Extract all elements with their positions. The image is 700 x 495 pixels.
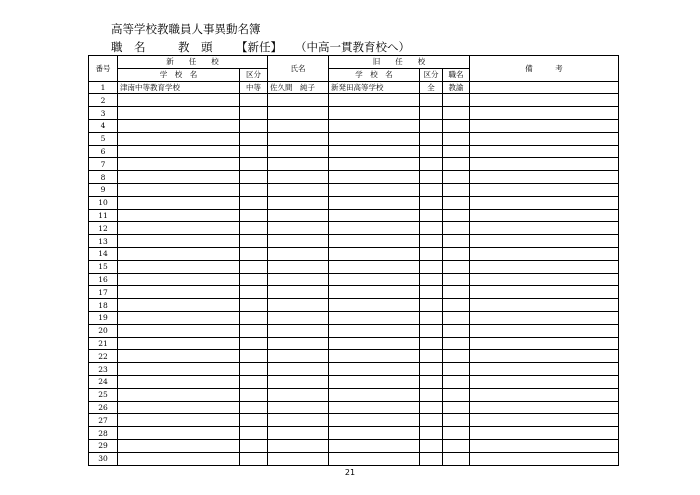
remarks-cell — [470, 260, 619, 273]
row-number: 16 — [89, 273, 118, 286]
row-number: 30 — [89, 452, 118, 465]
new-division-cell — [240, 439, 268, 452]
row-number: 5 — [89, 132, 118, 145]
old-position-cell — [443, 171, 470, 184]
new-division-cell — [240, 145, 268, 158]
table-row — [89, 260, 619, 273]
new-school-cell — [118, 119, 240, 132]
new-school-cell — [118, 286, 240, 299]
new-school-cell — [118, 427, 240, 440]
old-division-cell — [420, 260, 443, 273]
old-position-cell — [443, 235, 470, 248]
old-position-cell — [443, 439, 470, 452]
old-division-cell — [420, 119, 443, 132]
old-division-cell — [420, 299, 443, 312]
table-row — [89, 363, 619, 376]
old-school-cell — [329, 171, 420, 184]
new-school-cell — [118, 401, 240, 414]
new-division-cell — [240, 196, 268, 209]
new-division-cell — [240, 247, 268, 260]
old-school-cell — [329, 401, 420, 414]
remarks-cell — [470, 401, 619, 414]
old-school-cell — [329, 350, 420, 363]
new-division-cell — [240, 414, 268, 427]
document-title: 高等学校教職員人事異動名簿 — [111, 22, 261, 36]
row-number: 29 — [89, 439, 118, 452]
old-division-cell — [420, 375, 443, 388]
row-number: 27 — [89, 414, 118, 427]
old-position-cell — [443, 401, 470, 414]
row-number: 8 — [89, 171, 118, 184]
row-number: 17 — [89, 286, 118, 299]
personnel-table — [88, 55, 619, 466]
table-row — [89, 222, 619, 235]
old-school-cell — [329, 145, 420, 158]
old-position-cell — [443, 324, 470, 337]
name-cell — [268, 273, 329, 286]
old-school-cell — [329, 247, 420, 260]
name-cell — [268, 209, 329, 222]
table-row — [89, 273, 619, 286]
new-division-cell — [240, 350, 268, 363]
old-division-cell — [420, 363, 443, 376]
new-school-cell — [118, 452, 240, 465]
old-division-cell — [420, 427, 443, 440]
remarks-cell — [470, 183, 619, 196]
remarks-cell — [470, 209, 619, 222]
old-school-cell — [329, 158, 420, 171]
header-new-school-group: 新 任 校 — [118, 56, 268, 69]
new-school-cell — [118, 158, 240, 171]
remarks-cell — [470, 119, 619, 132]
new-division-cell — [240, 260, 268, 273]
name-cell — [268, 401, 329, 414]
table-row — [89, 235, 619, 248]
row-number: 10 — [89, 196, 118, 209]
name-cell — [268, 439, 329, 452]
old-school-cell — [329, 260, 420, 273]
old-school-cell — [329, 235, 420, 248]
new-school-cell — [118, 222, 240, 235]
old-position-cell — [443, 350, 470, 363]
row-number: 2 — [89, 94, 118, 107]
old-school-cell — [329, 132, 420, 145]
new-school-cell — [118, 363, 240, 376]
new-division-cell — [240, 375, 268, 388]
new-school-cell — [118, 183, 240, 196]
old-school-cell — [329, 439, 420, 452]
name-cell — [268, 324, 329, 337]
name-cell — [268, 158, 329, 171]
old-division-cell — [420, 324, 443, 337]
header-name: 氏名 — [268, 56, 329, 82]
name-cell — [268, 363, 329, 376]
table-row — [89, 324, 619, 337]
new-school-cell — [118, 107, 240, 120]
table-row — [89, 247, 619, 260]
table-row — [89, 145, 619, 158]
old-position-cell — [443, 119, 470, 132]
new-division-cell — [240, 222, 268, 235]
old-school-cell — [329, 183, 420, 196]
table-row — [89, 388, 619, 401]
new-division-cell — [240, 235, 268, 248]
remarks-cell — [470, 145, 619, 158]
new-school-cell — [118, 299, 240, 312]
old-division-cell — [420, 273, 443, 286]
row-number: 3 — [89, 107, 118, 120]
old-division-cell — [420, 247, 443, 260]
remarks-cell — [470, 222, 619, 235]
table-row — [89, 299, 619, 312]
old-position-cell — [443, 388, 470, 401]
remarks-cell — [470, 324, 619, 337]
row-number: 26 — [89, 401, 118, 414]
old-school-cell — [329, 414, 420, 427]
table-row — [89, 414, 619, 427]
row-number: 23 — [89, 363, 118, 376]
new-division-cell — [240, 311, 268, 324]
name-cell — [268, 375, 329, 388]
table-row — [89, 311, 619, 324]
name-cell — [268, 337, 329, 350]
name-cell — [268, 299, 329, 312]
new-division-cell — [240, 183, 268, 196]
new-division-cell — [240, 388, 268, 401]
page-number: 21 — [344, 468, 356, 477]
row-number: 20 — [89, 324, 118, 337]
old-division-cell — [420, 222, 443, 235]
remarks-cell — [470, 452, 619, 465]
name-cell — [268, 132, 329, 145]
table-row — [89, 119, 619, 132]
name-cell — [268, 235, 329, 248]
old-division-cell — [420, 107, 443, 120]
name-cell — [268, 260, 329, 273]
old-school-cell — [329, 324, 420, 337]
row-number: 4 — [89, 119, 118, 132]
header-remarks: 備 考 — [470, 56, 619, 82]
table-row — [89, 107, 619, 120]
new-division-cell — [240, 452, 268, 465]
table-row — [89, 94, 619, 107]
old-school-cell — [329, 388, 420, 401]
old-division-cell — [420, 311, 443, 324]
table-row — [89, 81, 619, 94]
old-division-cell — [420, 183, 443, 196]
row-number: 25 — [89, 388, 118, 401]
old-school-cell — [329, 222, 420, 235]
old-school-cell — [329, 273, 420, 286]
table-row — [89, 286, 619, 299]
old-school-cell — [329, 363, 420, 376]
table-row — [89, 158, 619, 171]
header-new-school-name: 学 校 名 — [118, 68, 240, 81]
new-division-cell — [240, 119, 268, 132]
old-school-cell — [329, 286, 420, 299]
new-school-cell — [118, 350, 240, 363]
new-school-cell — [118, 235, 240, 248]
old-division-cell — [420, 350, 443, 363]
new-school-cell: 津南中等教育学校 — [118, 81, 240, 94]
new-school-cell — [118, 273, 240, 286]
old-division-cell — [420, 401, 443, 414]
remarks-cell — [470, 94, 619, 107]
name-cell — [268, 119, 329, 132]
table-row — [89, 132, 619, 145]
old-school-cell — [329, 107, 420, 120]
new-school-cell — [118, 414, 240, 427]
new-division-cell — [240, 337, 268, 350]
row-number: 19 — [89, 311, 118, 324]
remarks-cell — [470, 196, 619, 209]
old-position-cell — [443, 273, 470, 286]
new-school-cell — [118, 171, 240, 184]
old-division-cell — [420, 452, 443, 465]
new-division-cell — [240, 401, 268, 414]
name-cell — [268, 196, 329, 209]
row-number: 7 — [89, 158, 118, 171]
position-value: 教 頭 — [178, 40, 213, 54]
remarks-cell — [470, 299, 619, 312]
table-row — [89, 452, 619, 465]
name-cell — [268, 414, 329, 427]
remarks-cell — [470, 107, 619, 120]
table-row — [89, 401, 619, 414]
old-position-cell — [443, 196, 470, 209]
new-division-cell — [240, 324, 268, 337]
old-division-cell — [420, 158, 443, 171]
name-cell — [268, 427, 329, 440]
new-school-cell — [118, 439, 240, 452]
old-division-cell — [420, 337, 443, 350]
old-position-cell — [443, 260, 470, 273]
header-number: 番号 — [89, 56, 118, 82]
name-cell — [268, 311, 329, 324]
old-division-cell — [420, 94, 443, 107]
old-position-cell — [443, 299, 470, 312]
old-position-cell — [443, 427, 470, 440]
old-division-cell — [420, 286, 443, 299]
old-position-cell — [443, 286, 470, 299]
old-school-cell — [329, 196, 420, 209]
remarks-cell — [470, 375, 619, 388]
remarks-cell — [470, 247, 619, 260]
old-division-cell — [420, 235, 443, 248]
remarks-cell — [470, 311, 619, 324]
old-school-cell — [329, 452, 420, 465]
remarks-cell — [470, 350, 619, 363]
old-position-cell — [443, 107, 470, 120]
name-cell — [268, 452, 329, 465]
remarks-cell — [470, 273, 619, 286]
row-number: 24 — [89, 375, 118, 388]
old-position-cell: 教諭 — [443, 81, 470, 94]
new-school-cell — [118, 375, 240, 388]
new-division-cell — [240, 107, 268, 120]
name-cell — [268, 145, 329, 158]
old-school-cell — [329, 311, 420, 324]
new-school-cell — [118, 132, 240, 145]
table-row — [89, 427, 619, 440]
old-division-cell — [420, 209, 443, 222]
new-school-cell — [118, 145, 240, 158]
name-cell: 佐久間 純子 — [268, 81, 329, 94]
new-school-cell — [118, 209, 240, 222]
table-row — [89, 196, 619, 209]
remarks-cell — [470, 337, 619, 350]
name-cell — [268, 107, 329, 120]
header-old-division: 区分 — [420, 68, 443, 81]
old-position-cell — [443, 209, 470, 222]
old-school-cell — [329, 94, 420, 107]
new-division-cell — [240, 363, 268, 376]
header-old-school-name: 学 校 名 — [329, 68, 420, 81]
old-division-cell — [420, 414, 443, 427]
new-school-cell — [118, 337, 240, 350]
old-position-cell — [443, 311, 470, 324]
name-cell — [268, 171, 329, 184]
name-cell — [268, 350, 329, 363]
old-position-cell — [443, 158, 470, 171]
name-cell — [268, 388, 329, 401]
remarks-cell — [470, 388, 619, 401]
row-number: 15 — [89, 260, 118, 273]
old-division-cell — [420, 196, 443, 209]
new-division-cell — [240, 171, 268, 184]
old-position-cell — [443, 94, 470, 107]
old-division-cell — [420, 132, 443, 145]
new-division-cell — [240, 299, 268, 312]
remarks-cell — [470, 414, 619, 427]
old-division-cell — [420, 439, 443, 452]
name-cell — [268, 247, 329, 260]
new-division-cell — [240, 286, 268, 299]
row-number: 22 — [89, 350, 118, 363]
old-position-cell — [443, 132, 470, 145]
old-division-cell — [420, 145, 443, 158]
row-number: 14 — [89, 247, 118, 260]
old-division-cell — [420, 171, 443, 184]
position-label: 職 名 — [111, 40, 146, 54]
table-row — [89, 337, 619, 350]
old-division-cell — [420, 388, 443, 401]
table-row — [89, 439, 619, 452]
new-school-cell — [118, 324, 240, 337]
remarks-cell — [470, 363, 619, 376]
new-division-cell — [240, 209, 268, 222]
row-number: 12 — [89, 222, 118, 235]
old-position-cell — [443, 375, 470, 388]
old-school-cell — [329, 209, 420, 222]
new-school-cell — [118, 388, 240, 401]
old-school-cell: 新発田高等学校 — [329, 81, 420, 94]
old-school-cell — [329, 337, 420, 350]
old-position-cell — [443, 414, 470, 427]
remarks-cell — [470, 171, 619, 184]
old-position-cell — [443, 183, 470, 196]
new-school-cell — [118, 260, 240, 273]
remarks-cell — [470, 235, 619, 248]
name-cell — [268, 94, 329, 107]
old-position-cell — [443, 145, 470, 158]
remarks-cell — [470, 439, 619, 452]
assignment-tag: 【新任】 — [236, 40, 282, 54]
row-number: 6 — [89, 145, 118, 158]
old-position-cell — [443, 363, 470, 376]
remarks-cell — [470, 132, 619, 145]
table-row — [89, 183, 619, 196]
table-row — [89, 171, 619, 184]
old-school-cell — [329, 427, 420, 440]
table-row — [89, 375, 619, 388]
header-old-school-group: 旧 任 校 — [329, 56, 470, 69]
old-school-cell — [329, 119, 420, 132]
new-school-cell — [118, 94, 240, 107]
remarks-cell — [470, 158, 619, 171]
new-division-cell — [240, 158, 268, 171]
old-school-cell — [329, 375, 420, 388]
remarks-cell — [470, 286, 619, 299]
new-division-cell — [240, 132, 268, 145]
row-number: 1 — [89, 81, 118, 94]
header-new-division: 区分 — [240, 68, 268, 81]
old-division-cell: 全 — [420, 81, 443, 94]
old-position-cell — [443, 247, 470, 260]
row-number: 18 — [89, 299, 118, 312]
name-cell — [268, 286, 329, 299]
row-number: 21 — [89, 337, 118, 350]
new-division-cell — [240, 94, 268, 107]
new-division-cell — [240, 273, 268, 286]
name-cell — [268, 183, 329, 196]
remarks-cell — [470, 81, 619, 94]
row-number: 11 — [89, 209, 118, 222]
row-number: 13 — [89, 235, 118, 248]
name-cell — [268, 222, 329, 235]
remarks-cell — [470, 427, 619, 440]
school-type: （中高一貫教育校へ） — [295, 40, 410, 54]
header-old-position: 職名 — [443, 68, 470, 81]
new-division-cell — [240, 427, 268, 440]
table-row — [89, 209, 619, 222]
old-position-cell — [443, 222, 470, 235]
table-row — [89, 350, 619, 363]
new-division-cell: 中等 — [240, 81, 268, 94]
new-school-cell — [118, 247, 240, 260]
old-school-cell — [329, 299, 420, 312]
row-number: 28 — [89, 427, 118, 440]
row-number: 9 — [89, 183, 118, 196]
new-school-cell — [118, 196, 240, 209]
old-position-cell — [443, 337, 470, 350]
new-school-cell — [118, 311, 240, 324]
old-position-cell — [443, 452, 470, 465]
